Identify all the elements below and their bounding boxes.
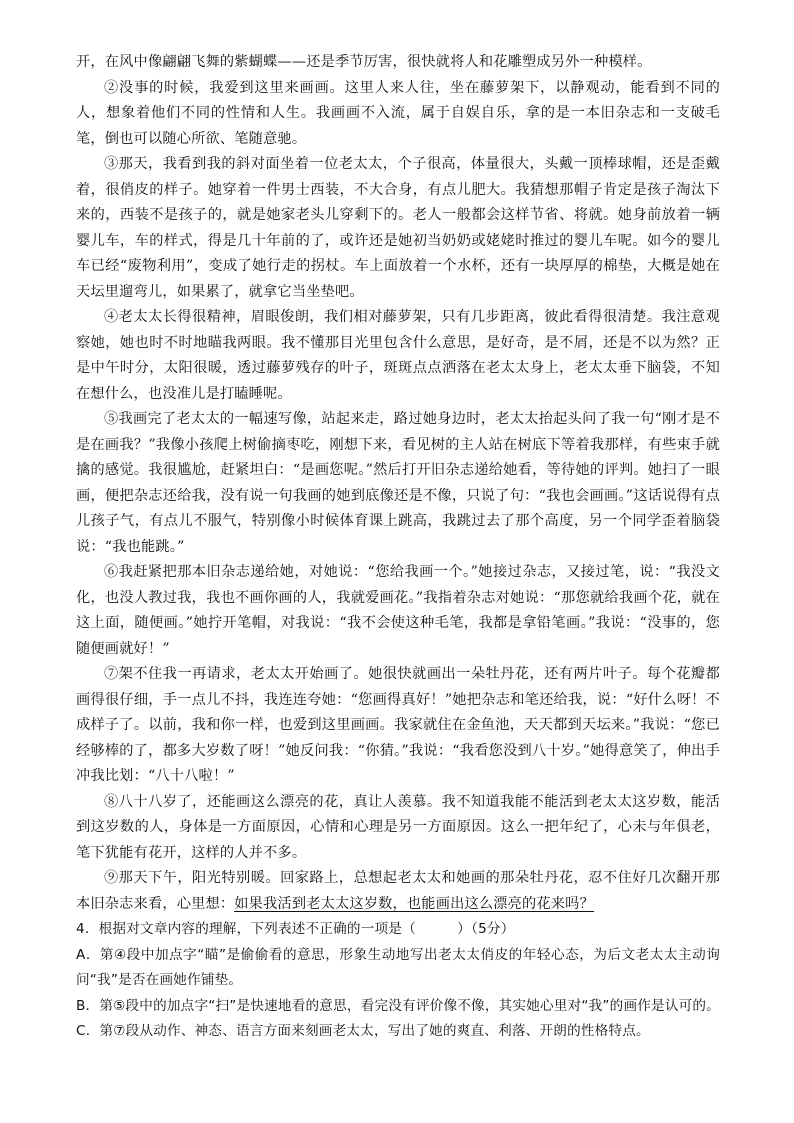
passage-paragraph-6: ⑥我赶紧把那本旧杂志递给她，对她说：“您给我画一个。”她接过杂志，又接过笔，说：“我没文化，也没人教过我，我也不画你画的人，我就爱画花。”我指着杂志对她说：“那您就给我画个花，就在这上面，随便画。”她拧开笔帽，对我说：“我不会使这种毛笔，我都是拿铅笔画。”我说：“没事的，您随便画就好！” xyxy=(76,564,720,657)
underlined-sentence: 如果我活到老太太这岁数，也能画出这么漂亮的花来吗？ xyxy=(234,895,594,912)
passage-paragraph-1-continued: 开，在风中像翩翩飞舞的紫蝴蝶——还是季节厉害，很快就将人和花雕塑成另外一种模样。 xyxy=(76,54,652,70)
option-c: C．第⑦段从动作、神态、语言方面来刻画老太太，写出了她的爽直、利落、开朗的性格特点。 xyxy=(76,1023,650,1039)
passage-paragraph-2: ②没事的时候，我爱到这里来画画。这里人来人往，坐在藤萝架下，以静观动，能看到不同的人，想象着他们不同的性情和人生。我画画不入流，属于自娱自乐，拿的是一本旧杂志和一支破毛笔，倒也可以随心所欲、笔随意驰。 xyxy=(76,79,720,147)
passage-paragraph-5: ⑤我画完了老太太的一幅速写像，站起来走，路过她身边时，老太太抬起头问了我一句“刚才是不是在画我？”我像小孩爬上树偷摘枣吃，刚想下来，看见树的主人站在树底下等着我那样，有些束手就擒的感觉。我很尴尬，赶紧坦白：“是画您呢。”然后打开旧杂志递给她看，等待她的评判。她扫了一眼画，便把杂志还给我，没有说一句我画的她到底像还是不像，只说了句：“我也会画画。”这话说得有点儿孩子气，有点儿不服气，特别像小时候体育课上跳高，我跳过去了那个高度，另一个同学歪着脑袋说：“我也能跳。” xyxy=(76,411,720,555)
passage-paragraph-3: ③那天，我看到我的斜对面坐着一位老太太，个子很高，体量很大，头戴一顶棒球帽，还是歪戴着，很俏皮的样子。她穿着一件男士西装，不大合身，有点儿肥大。我猜想那帽子肯定是孩子淘汰下来的，西装不是孩子的，就是她家老头儿穿剩下的。老人一般都会这样节省、将就。她身前放着一辆婴儿车，车的样式，得是几十年前的了，或许还是她初当奶奶或姥姥时推过的婴儿车呢。如今的婴儿车已经“废物利用”，变成了她行走的拐杖。车上面放着一个水杯，还有一块厚厚的棉垫，大概是她在天坛里遛弯儿，如果累了，就拿它当坐垫吧。 xyxy=(76,156,720,300)
question-stem: 4．根据对文章内容的理解，下列表述不正确的一项是（ ）（5分） xyxy=(76,921,515,937)
passage-paragraph-7: ⑦架不住我一再请求，老太太开始画了。她很快就画出一朵牡丹花，还有两片叶子。每个花瓣都画得很仔细，手一点儿不抖，我连连夸她：“您画得真好！”她把杂志和笔还给我，说：“好什么呀！不成样子了。以前，我和你一样，也爱到这里画画。我家就住在金鱼池，天天都到天坛来。”我说：“您已经够棒的了，都多大岁数了呀！”她反问我：“你猜。”我说：“我看您没到八十岁。”她得意笑了，伸出手冲我比划：“八十八啦！” xyxy=(76,666,720,784)
passage-paragraph-9 xyxy=(76,866,720,917)
option-b: B．第⑤段中的加点字“扫”是快速地看的意思，看完没有评价像不像，其实她心里对“我”的画作是认可的。 xyxy=(76,997,721,1014)
paragraph-9-text: ⑨那天下午，阳光特别暖。回家路上，总想起老太太和她画的那朵牡丹花，忍不住好几次翻开那本旧杂志来看，心里想： xyxy=(76,870,720,912)
option-a: A．第④段中加点字“瞄”是偷偷看的意思，形象生动地写出老太太俏皮的年轻心态，为后文老太太主动询问“我”是否在画她作铺垫。 xyxy=(76,946,720,988)
passage-paragraph-8: ⑧八十八岁了，还能画这么漂亮的花，真让人羡慕。我不知道我能不能活到老太太这岁数，能活到这岁数的人，身体是一方面原因，心情和心理是另一方面原因。这么一把年纪了，心未与年俱老，笔下犹能有花开，这样的人并不多。 xyxy=(76,793,720,861)
document-page xyxy=(76,50,720,1045)
passage-paragraph-4: ④老太太长得很精神，眉眼俊朗，我们相对藤萝架，只有几步距离，彼此看得很清楚。我注意观察她，她也时不时地瞄我两眼。我不懂那目光里包含什么意思，是好奇，是不屑，还是不以为然？正是中午时分，太阳很暖，透过藤萝残存的叶子，斑斑点点洒落在老太太身上，老太太垂下脑袋，不知在想什么，也没准儿是打瞌睡呢。 xyxy=(76,309,720,402)
